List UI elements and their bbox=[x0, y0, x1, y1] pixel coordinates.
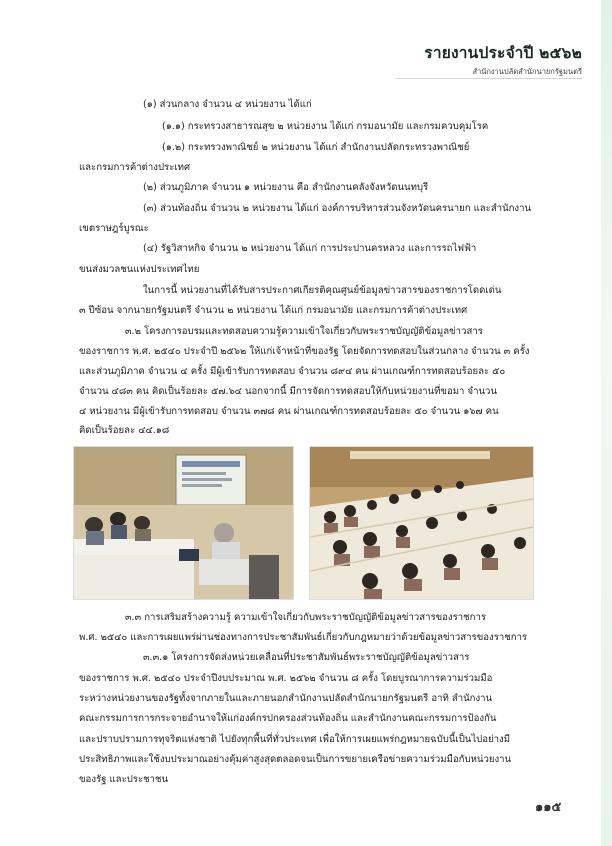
paragraph-line: และส่วนภูมิภาค จำนวน ๔ ครั้ง มีผู้เข้ารับการทดสอบ จำนวน ๘๙๔ คน ผ่านเกณฑ์การทดสอบร้อยละ ๕๐ bbox=[79, 366, 506, 377]
training-session-photo bbox=[73, 446, 294, 600]
page-header bbox=[424, 40, 582, 78]
paragraph-line: (๓) ส่วนท้องถิ่น จำนวน ๒ หน่วยงาน ได้แก่ องค์การบริหารส่วนจังหวัดนครนายก และสำนักงาน bbox=[143, 203, 532, 214]
paragraph-line: ของราชการ พ.ศ. ๒๕๔๐ ประจำปีงบประมาณ พ.ศ. ๒๕๖๒ จำนวน ๘ ครั้ง โดยบูรณาการความร่วมมือ bbox=[79, 673, 493, 684]
paragraph-line: ขนส่งมวลชนแห่งประเทศไทย bbox=[79, 264, 200, 275]
paragraph-line: ประสิทธิภาพและใช้งบประมาณอย่างคุ้มค่าสูงสุดตลอดจนเป็นการขยายเครือข่ายความร่วมมือกับหน่วยงาน bbox=[79, 754, 512, 765]
paragraph-line: (๑.๒) กระทรวงพาณิชย์ ๒ หน่วยงาน ได้แก่ สำนักงานปลัดกระทรวงพาณิชย์ bbox=[162, 142, 470, 153]
report-title: รายงานประจำปี ๒๕๖๒ bbox=[424, 44, 582, 62]
paragraph-line: ระหว่างหน่วยงานของรัฐทั้งจากภายในและภายนอกสำนักงานปลัดสำนักนายกรัฐมนตรี อาทิ สำนักงาน bbox=[79, 693, 493, 704]
paragraph-line: และปราบปรามการทุจริตแห่งชาติ ไปยังทุกพื้นที่ทั่วประเทศ เพื่อให้การเผยแพร่กฎหมายฉบับนี้เป็นไปอย่างมี bbox=[79, 734, 511, 745]
decorative-side-bar bbox=[601, 0, 612, 846]
paragraph-line: ในการนี้ หน่วยงานที่ได้รับสารประกาศเกียรติคุณศูนย์ข้อมูลข่าวสารของราชการโดดเด่น bbox=[143, 285, 502, 296]
paragraph-line: พ.ศ. ๒๕๔๐ และการเผยแพร่ผ่านช่องทางการประชาสัมพันธ์เกี่ยวกับกฎหมายว่าด้วยข้อมูลข่าวสารของราชการ bbox=[79, 632, 528, 643]
paragraph-line: ของรัฐ และประชาชน bbox=[79, 774, 169, 785]
paragraph-line: ของราชการ พ.ศ. ๒๕๔๐ ประจำปี ๒๕๖๒ ให้แก่เจ้าหน้าที่ของรัฐ โดยจัดการทดสอบในส่วนกลาง จำนวน ๓ ครั้ง bbox=[79, 346, 530, 357]
paragraph-line: (๑.๑) กระทรวงสาธารณสุข ๒ หน่วยงาน ได้แก่ กรมอนามัย และกรมควบคุมโรค bbox=[162, 121, 489, 132]
paragraph-line: คิดเป็นร้อยละ ๔๔.๑๘ bbox=[79, 425, 170, 436]
header-divider bbox=[395, 78, 582, 79]
paragraph-line: จำนวน ๔๘๓ คน คิดเป็นร้อยละ ๕๗.๖๔ นอกจากนี้ มีการจัดการทดสอบให้กับหน่วยงานที่ขอมา จำนวน bbox=[79, 386, 498, 397]
paragraph-line: ๓.๒ โครงการอบรมและทดสอบความรู้ความเข้าใจเกี่ยวกับพระราชบัญญัติข้อมูลข่าวสาร bbox=[125, 326, 483, 337]
paragraph-line: ๓.๓.๑ โครงการจัดส่งหน่วยเคลื่อนที่ประชาสัมพันธ์พระราชบัญญัติข้อมูลข่าวสาร bbox=[143, 652, 470, 663]
seminar-hall-photo bbox=[309, 446, 534, 600]
paragraph-line: (๔) รัฐวิสาหกิจ จำนวน ๒ หน่วยงาน ได้แก่ การประปานครหลวง และการรถไฟฟ้า bbox=[143, 243, 477, 254]
paragraph-line: คณะกรรมการการกระจายอำนาจให้แก่องค์กรปกครองส่วนท้องถิ่น และสำนักงานคณะกรรมการป้องกัน bbox=[79, 713, 497, 724]
paragraph-line: เขตราษฎร์บูรณะ bbox=[79, 223, 149, 234]
paragraph-line: (๑) ส่วนกลาง จำนวน ๔ หน่วยงาน ได้แก่ bbox=[143, 99, 312, 110]
paragraph-line: และกรมการค้าต่างประเทศ bbox=[79, 162, 191, 173]
paragraph-line: ๓.๓ การเสริมสร้างความรู้ ความเข้าใจเกี่ยวกับพระราชบัญญัติข้อมูลข่าวสารของราชการ bbox=[125, 612, 487, 623]
paragraph-line: ๓ ปีซ้อน จากนายกรัฐมนตรี จำนวน ๒ หน่วยงาน ได้แก่ กรมอนามัย และกรมการค้าต่างประเทศ bbox=[79, 305, 468, 316]
page-number: ๑๑๕ bbox=[535, 800, 562, 815]
agency-name: สำนักงานปลัดสำนักนายกรัฐมนตรี bbox=[472, 67, 582, 76]
paragraph-line: ๔ หน่วยงาน มีผู้เข้ารับการทดสอบ จำนวน ๓๗๘ คน ผ่านเกณฑ์การทดสอบร้อยละ ๕๐ จำนวน ๑๖๗ คน bbox=[79, 406, 499, 417]
paragraph-line: (๒) ส่วนภูมิภาค จำนวน ๑ หน่วยงาน คือ สำนักงานคลังจังหวัดนนทบุรี bbox=[143, 182, 429, 193]
